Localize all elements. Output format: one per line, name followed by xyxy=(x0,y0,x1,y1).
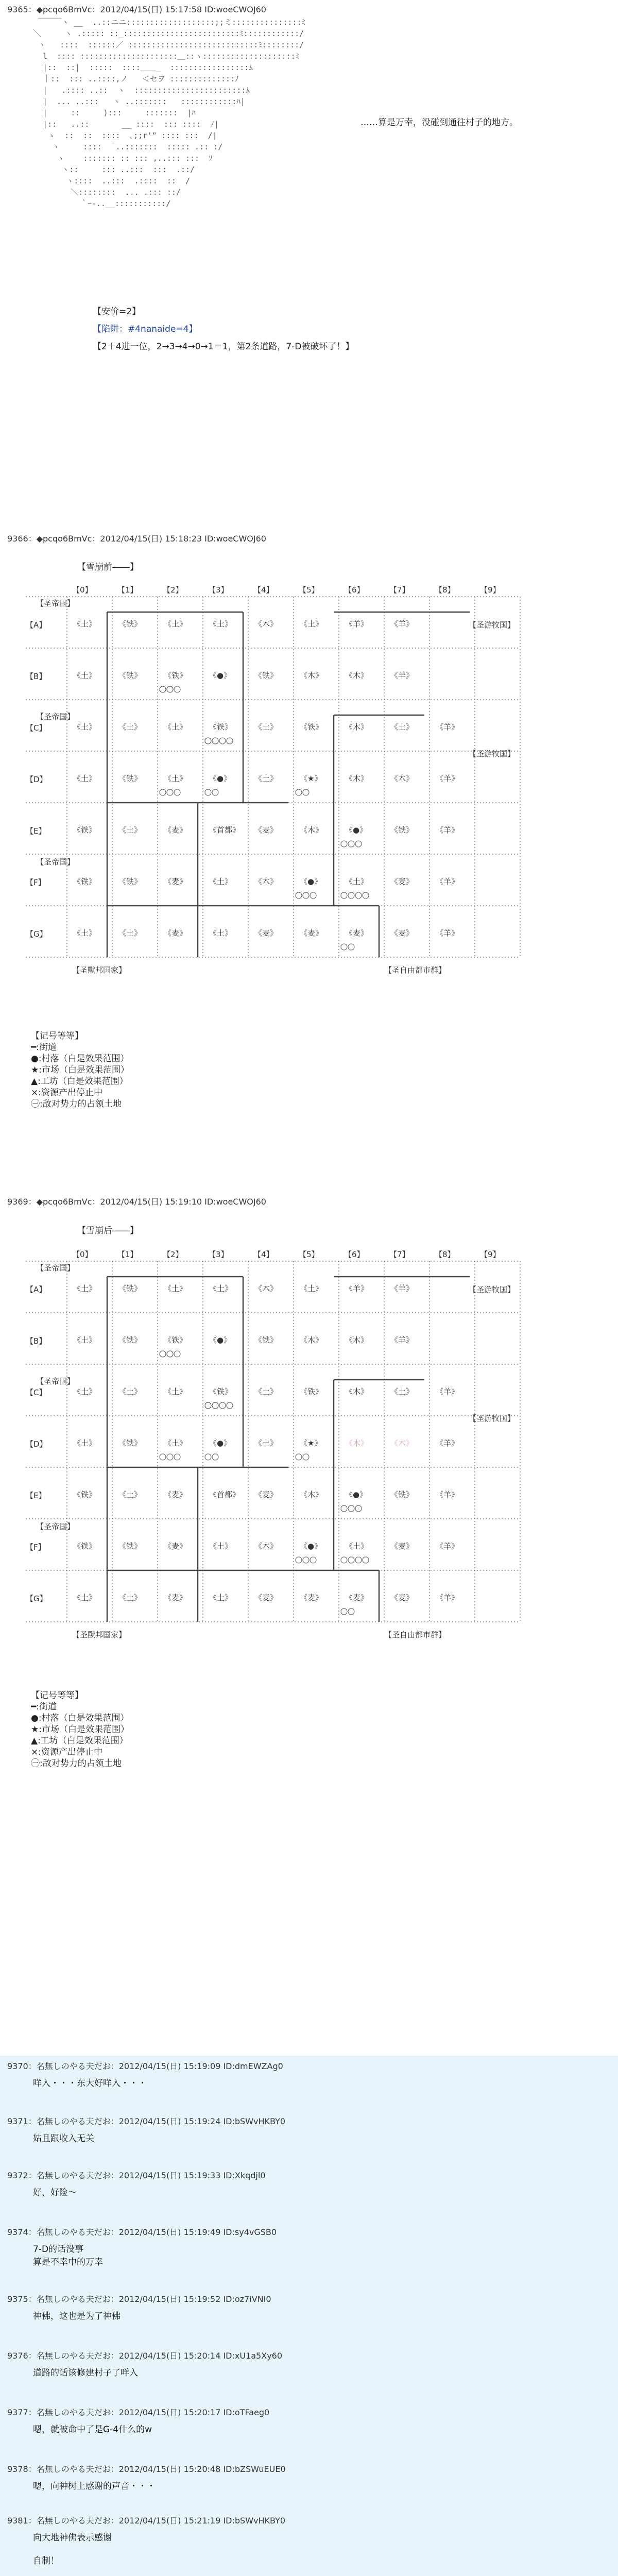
reply-body: 神佛，这也是为了神佛 xyxy=(33,2311,121,2321)
legend-item: ★:市场（白是效果范围） xyxy=(31,1724,129,1735)
row-label: 【F】 xyxy=(26,878,46,887)
map-cell: 《木》 xyxy=(345,671,369,680)
map-cell: 《木》 xyxy=(300,1335,323,1345)
col-label: 【6】 xyxy=(344,1250,365,1259)
map-cell: 《土》 xyxy=(254,774,278,783)
map-cell: 《土》 xyxy=(254,1387,278,1396)
village-range-marker xyxy=(296,892,302,899)
left-country-label: 【圣帝国】 xyxy=(36,1263,75,1273)
map-cell: 《●》 xyxy=(345,825,368,835)
village-range-marker xyxy=(174,1351,180,1357)
village-range-marker xyxy=(341,1557,347,1563)
map-cell: 《铁》 xyxy=(118,619,142,629)
village-range-marker xyxy=(212,1402,218,1409)
map-cell: 《土》 xyxy=(73,1593,97,1602)
map-cell: 《木》 xyxy=(345,722,369,732)
map-cell: 《土》 xyxy=(73,1284,97,1293)
row-label: 【G】 xyxy=(26,929,47,939)
map-cell: 《麦》 xyxy=(164,1593,187,1602)
village-range-marker xyxy=(341,944,347,950)
result-text: 【2＋4进一位，2→3→4→0→1＝1，第2条道路，7-D被破坏了！】 xyxy=(93,342,354,352)
map-cell: 《木》 xyxy=(390,1438,414,1448)
post-header: 9365：◆pcqo6BmVc：2012/04/15(日) 15:17:58 ID:woeCWOJ60 xyxy=(7,5,266,14)
reply-body: 咩入・・・东大好咩入・・・ xyxy=(33,2078,147,2089)
row-label: 【E】 xyxy=(26,1491,46,1500)
right-country-label: 【圣游牧国】 xyxy=(469,1414,516,1423)
map-cell: 《铁》 xyxy=(118,1284,142,1293)
map-cell: 《铁》 xyxy=(164,671,187,680)
map-cell: 《铁》 xyxy=(300,722,323,732)
village-range-marker xyxy=(167,1351,173,1357)
village-range-marker xyxy=(174,789,180,795)
ascii-art-character: ￣￣￣ヽ __ ..::ニニ:::::::::::::::::::;;ミ:::::::::::::::ﾐ ＼ ヽ .::::: ::_:::::::::::::::::::::::::ﾐ::::::::::::/ ヽ :::: ::::::／ ::::::::::::::::::::::::::::ﾐ::::::::/ l :::: :::::::::::::::::::::＿::ヽ::::::::::::::::::::ﾐ |:: ::| ::::: ::::＿＿_ :::::::::::::::::ﾑ ｜:: ::: ..::::,ノ ＜セヲ ::::::::::::::ﾉ | .:::: ..:: ヽ ::::::::::::::::::::::::ﾑ | ... ..::: ヽ ..::::::: ::::::::::::ﾊ| | :: )::: ::::::: |ﾊ |:: ..:: __ :::: ::: :::: ﾉ| ゝ :: :: :::: ､;;r'" :::: ::: /| ヽ :::: ̄ ..::::::: ::::: .:: :/ ヽ ::::::: :: ::: ,..::: ::: ｿ ヽ:: ::: ..::: ::: .::/ ヽ:::: ..::: .:::: :: / ＼:::::::: ... .::: ::/ ｀ｰ-..__:::::::::::/ xyxy=(33,18,305,208)
reply-post xyxy=(7,2060,605,2089)
map-cell: 《木》 xyxy=(254,877,278,886)
map-cell: 《首都》 xyxy=(209,1490,241,1499)
bottom-left-label: 【圣獸邦国家】 xyxy=(72,965,127,975)
map-cell: 《★》 xyxy=(300,774,322,783)
map-cell: 《土》 xyxy=(300,619,323,629)
row-label: 【C】 xyxy=(26,1388,47,1397)
reply-body: 嗯，就被命中了是G-4什么的w xyxy=(33,2425,152,2435)
map-cell: 《土》 xyxy=(390,1387,414,1396)
map-cell: 《土》 xyxy=(209,1284,233,1293)
col-label: 【1】 xyxy=(117,1250,138,1259)
map-cell: 《木》 xyxy=(300,1490,323,1499)
village-range-marker xyxy=(348,1505,354,1512)
legend-item: ×:资源产出停止中 xyxy=(31,1747,102,1757)
village-range-marker xyxy=(341,841,347,847)
village-range-marker xyxy=(355,1557,362,1563)
col-label: 【3】 xyxy=(208,1250,229,1259)
col-label: 【9】 xyxy=(480,1250,501,1259)
map-cell: 《麦》 xyxy=(164,877,187,886)
map-cell: 《铁》 xyxy=(254,1335,278,1345)
map-cell: 《土》 xyxy=(209,928,233,938)
reply-post xyxy=(7,2115,605,2144)
map-cell: 《土》 xyxy=(73,722,97,732)
village-range-marker xyxy=(303,892,309,899)
map-cell: 《●》 xyxy=(300,1541,322,1551)
reply-post xyxy=(7,2349,605,2378)
col-label: 【0】 xyxy=(72,585,93,595)
legend-item: 【记号等等】 xyxy=(31,1031,83,1041)
map-cell: 《麦》 xyxy=(164,928,187,938)
map-cell: 《土》 xyxy=(164,1284,187,1293)
map-cell: 《土》 xyxy=(118,1593,142,1602)
reply-body: 7-D的话没事 算是不幸中的万幸 xyxy=(33,2244,103,2267)
legend-item: ━:街道 xyxy=(31,1042,57,1053)
village-range-marker xyxy=(355,892,362,899)
village-range-marker xyxy=(355,1505,362,1512)
map-cell: 《麦》 xyxy=(254,825,278,835)
map-cell: 《土》 xyxy=(118,722,142,732)
bottom-right-label: 【圣自由都市群】 xyxy=(384,1630,447,1639)
map-cell: 《羊》 xyxy=(436,877,459,886)
village-range-marker xyxy=(341,1505,347,1512)
map-cell: 《土》 xyxy=(118,825,142,835)
reply-post xyxy=(7,2406,605,2435)
map-cell: 《土》 xyxy=(209,1541,233,1551)
map-cell: 《土》 xyxy=(73,619,97,629)
reply-body: 向大地神佛表示感谢 自制！ xyxy=(33,2533,112,2566)
map-cell: 《羊》 xyxy=(345,619,369,629)
map-cell: 《铁》 xyxy=(73,1490,97,1499)
reply-header: 9376：名無しのやる夫だお：2012/04/15(日) 15:20:14 ID:xU1a5Xy60 xyxy=(7,2351,283,2361)
map-cell: 《麦》 xyxy=(390,1541,414,1551)
village-range-marker xyxy=(227,1402,233,1409)
reply-header: 9374：名無しのやる夫だお：2012/04/15(日) 15:19:49 ID:sy4vGSB0 xyxy=(7,2227,277,2237)
map-title: 【雪崩前――】 xyxy=(77,562,139,572)
row-label: 【E】 xyxy=(26,826,46,836)
map-cell: 《●》 xyxy=(209,1438,232,1448)
reply-header: 9375：名無しのやる夫だお：2012/04/15(日) 15:19:52 ID:oz7iVNI0 xyxy=(7,2294,271,2304)
legend-item: ●:村落（白是效果范围） xyxy=(31,1054,129,1064)
reply-post xyxy=(7,2293,605,2321)
legend-item: ★:市场（白是效果范围） xyxy=(31,1065,129,1075)
map-cell: 《羊》 xyxy=(390,671,414,680)
map-cell: 《羊》 xyxy=(436,722,459,732)
map-cell: 《●》 xyxy=(209,671,232,680)
map-cell: 《木》 xyxy=(300,825,323,835)
reply-header: 9378：名無しのやる夫だお：2012/04/15(日) 15:20:48 ID:bZSWuEUE0 xyxy=(7,2464,286,2474)
reply-header: 9372：名無しのやる夫だお：2012/04/15(日) 15:19:33 ID:Xkqdjl0 xyxy=(7,2171,266,2180)
map-cell: 《土》 xyxy=(73,671,97,680)
reply-body: 姑且跟收入无关 xyxy=(33,2133,94,2144)
reply-body: 嗯，向神树上感谢的声音・・・ xyxy=(33,2481,156,2492)
left-country-label: 【圣帝国】 xyxy=(36,857,75,867)
map-cell: 《麦》 xyxy=(164,825,187,835)
map-before xyxy=(26,577,541,999)
village-range-marker xyxy=(296,1454,302,1460)
map-cell: 《铁》 xyxy=(390,1490,414,1499)
map-cell: 《麦》 xyxy=(300,928,323,938)
village-range-marker xyxy=(341,892,347,899)
map-cell: 《麦》 xyxy=(390,1593,414,1602)
narration-text: ……算是万幸，没碰到通往村子的地方。 xyxy=(360,117,518,128)
legend-item: ×:资源产出停止中 xyxy=(31,1088,102,1098)
map-cell: 《羊》 xyxy=(436,1490,459,1499)
reply-header: 9371：名無しのやる夫だお：2012/04/15(日) 15:19:24 ID:bSWvHKBY0 xyxy=(7,2116,286,2126)
map-cell: 《羊》 xyxy=(436,774,459,783)
village-range-marker xyxy=(160,1454,166,1460)
map-cell: 《铁》 xyxy=(118,1541,142,1551)
map-cell: 《土》 xyxy=(209,877,233,886)
col-label: 【4】 xyxy=(253,585,274,595)
result-line xyxy=(93,339,354,352)
map-cell: 《铁》 xyxy=(73,1541,97,1551)
bottom-left-label: 【圣獸邦国家】 xyxy=(72,1630,127,1639)
left-country-label: 【圣帝国】 xyxy=(36,712,75,721)
map-cell: 《铁》 xyxy=(118,1335,142,1345)
village-range-marker xyxy=(167,1454,173,1460)
map-cell: 《土》 xyxy=(73,1335,97,1345)
map-cell: 《土》 xyxy=(73,774,97,783)
village-range-marker xyxy=(363,1557,369,1563)
map-cell: 《土》 xyxy=(254,1438,278,1448)
village-range-marker xyxy=(227,738,233,744)
map-cell: 《土》 xyxy=(209,619,233,629)
left-country-label: 【圣帝国】 xyxy=(36,1377,75,1386)
map-grid xyxy=(26,577,541,999)
map-cell: 《麦》 xyxy=(254,1593,278,1602)
map-cell: 《铁》 xyxy=(254,671,278,680)
dice-line: 【安价=2】 xyxy=(93,307,141,317)
village-range-marker xyxy=(303,789,309,795)
map-cell: 《土》 xyxy=(73,1438,97,1448)
village-range-marker xyxy=(219,738,226,744)
map-cell: 《土》 xyxy=(164,619,187,629)
map-cell: 《铁》 xyxy=(118,671,142,680)
map-cell: 《木》 xyxy=(254,1284,278,1293)
map-cell: 《羊》 xyxy=(436,1438,459,1448)
village-range-marker xyxy=(348,1557,354,1563)
map-cell: 《羊》 xyxy=(345,1284,369,1293)
map-cell: 《土》 xyxy=(345,1541,369,1551)
village-range-marker xyxy=(205,789,211,795)
map-cell: 《土》 xyxy=(164,774,187,783)
map-cell: 《铁》 xyxy=(118,774,142,783)
bottom-right-label: 【圣自由都市群】 xyxy=(384,965,447,975)
map-cell: 《木》 xyxy=(345,1387,369,1396)
map-cell: 《土》 xyxy=(73,928,97,938)
village-range-marker xyxy=(167,686,173,692)
village-range-marker xyxy=(205,738,211,744)
row-label: 【C】 xyxy=(26,723,47,733)
col-label: 【4】 xyxy=(253,1250,274,1259)
row-label: 【D】 xyxy=(26,775,47,784)
map-cell: 《土》 xyxy=(345,877,369,886)
reply-post xyxy=(7,2463,605,2492)
map-title: 【雪崩后――】 xyxy=(77,1226,139,1236)
map-cell: 《木》 xyxy=(345,774,369,783)
map-cell: 《铁》 xyxy=(164,1335,187,1345)
map-cell: 《羊》 xyxy=(390,619,414,629)
map-cell: 《铁》 xyxy=(209,722,233,732)
map-cell: 《麦》 xyxy=(345,928,369,938)
map-cell: 《土》 xyxy=(164,1438,187,1448)
reply-post xyxy=(7,2514,605,2566)
reply-post xyxy=(7,2169,605,2198)
row-label: 【A】 xyxy=(26,620,47,630)
map-cell: 《羊》 xyxy=(390,1335,414,1345)
row-label: 【F】 xyxy=(26,1543,46,1552)
map-cell: 《麦》 xyxy=(345,1593,369,1602)
row-label: 【D】 xyxy=(26,1439,47,1449)
village-range-marker xyxy=(341,1608,347,1615)
map-cell: 《铁》 xyxy=(118,877,142,886)
post-header: 9369：◆pcqo6BmVc：2012/04/15(日) 15:19:10 ID:woeCWOJ60 xyxy=(7,1197,266,1207)
map-grid xyxy=(26,1242,541,1664)
row-label: 【G】 xyxy=(26,1594,47,1603)
col-label: 【5】 xyxy=(299,1250,319,1259)
map-cell: 《羊》 xyxy=(436,825,459,835)
map-cell: 《羊》 xyxy=(390,1284,414,1293)
village-range-marker xyxy=(303,1557,309,1563)
map-cell: 《●》 xyxy=(300,877,322,886)
map-cell: 《木》 xyxy=(254,1541,278,1551)
village-range-marker xyxy=(160,686,166,692)
row-label: 【A】 xyxy=(26,1285,47,1294)
legend xyxy=(31,1030,129,1110)
village-range-marker xyxy=(205,1454,211,1460)
map-cell: 《★》 xyxy=(300,1438,322,1448)
village-range-marker xyxy=(219,1402,226,1409)
village-range-marker xyxy=(296,789,302,795)
row-label: 【B】 xyxy=(26,672,47,681)
map-cell: 《木》 xyxy=(345,1335,369,1345)
map-cell: 《首都》 xyxy=(209,825,241,835)
village-range-marker xyxy=(348,841,354,847)
col-label: 【8】 xyxy=(435,1250,455,1259)
row-label: 【B】 xyxy=(26,1336,47,1346)
reply-section xyxy=(0,2056,618,2576)
map-cell: 《木》 xyxy=(390,774,414,783)
col-label: 【5】 xyxy=(299,585,319,595)
village-range-marker xyxy=(355,841,362,847)
map-cell: 《●》 xyxy=(209,1335,232,1345)
col-label: 【7】 xyxy=(389,1250,410,1259)
village-range-marker xyxy=(174,1454,180,1460)
legend-item: ●:村落（白是效果范围） xyxy=(31,1713,129,1723)
map-cell: 《麦》 xyxy=(164,1541,187,1551)
village-range-marker xyxy=(363,892,369,899)
map-cell: 《土》 xyxy=(300,1284,323,1293)
legend-item: ㊀:敌对势力的占领土地 xyxy=(31,1099,122,1109)
map-cell: 《麦》 xyxy=(390,877,414,886)
trap-line: 【陷阱：#4nanaide=4】 xyxy=(93,324,198,334)
map-cell: 《土》 xyxy=(164,722,187,732)
reply-body: 道路的话该修建村子了咩入 xyxy=(33,2368,138,2378)
map-after xyxy=(26,1242,541,1664)
map-cell: 《土》 xyxy=(73,1387,97,1396)
map-cell: 《麦》 xyxy=(300,1593,323,1602)
map-cell: 《铁》 xyxy=(209,1387,233,1396)
map-cell: 《羊》 xyxy=(436,928,459,938)
map-cell: 《羊》 xyxy=(436,1541,459,1551)
map-cell: 《铁》 xyxy=(73,877,97,886)
legend-item: ▲:工坊（白是效果范围） xyxy=(31,1736,128,1746)
left-country-label: 【圣帝国】 xyxy=(36,1522,75,1531)
village-range-marker xyxy=(310,892,316,899)
map-cell: 《麦》 xyxy=(254,928,278,938)
col-label: 【7】 xyxy=(389,585,410,595)
map-cell: 《土》 xyxy=(164,1387,187,1396)
map-cell: 《土》 xyxy=(390,722,414,732)
village-range-marker xyxy=(348,1608,354,1615)
legend-item: ▲:工坊（白是效果范围） xyxy=(31,1076,128,1087)
village-range-marker xyxy=(212,1454,218,1460)
map-cell: 《羊》 xyxy=(436,1593,459,1602)
map-cell: 《土》 xyxy=(118,1490,142,1499)
map-cell: 《羊》 xyxy=(436,1387,459,1396)
village-range-marker xyxy=(310,1557,316,1563)
village-range-marker xyxy=(303,1454,309,1460)
map-cell: 《土》 xyxy=(209,1593,233,1602)
left-country-label: 【圣帝国】 xyxy=(36,599,75,608)
col-label: 【8】 xyxy=(435,585,455,595)
col-label: 【3】 xyxy=(208,585,229,595)
map-cell: 《木》 xyxy=(254,619,278,629)
legend-item: ━:街道 xyxy=(31,1702,57,1712)
right-country-label: 【圣游牧国】 xyxy=(469,749,516,758)
village-range-marker xyxy=(348,892,354,899)
post-header: 9366：◆pcqo6BmVc：2012/04/15(日) 15:18:23 ID:woeCWOJ60 xyxy=(7,534,266,544)
map-cell: 《木》 xyxy=(345,1438,369,1448)
map-cell: 《木》 xyxy=(300,671,323,680)
col-label: 【2】 xyxy=(163,1250,183,1259)
col-label: 【0】 xyxy=(72,1250,93,1259)
map-cell: 《土》 xyxy=(118,1387,142,1396)
legend-item: 【记号等等】 xyxy=(31,1690,83,1701)
village-range-marker xyxy=(160,789,166,795)
col-label: 【1】 xyxy=(117,585,138,595)
reply-header: 9370：名無しのやる夫だお：2012/04/15(日) 15:19:09 ID:dmEWZAg0 xyxy=(7,2061,283,2071)
map-cell: 《铁》 xyxy=(300,1387,323,1396)
map-cell: 《●》 xyxy=(209,774,232,783)
map-cell: 《●》 xyxy=(345,1490,368,1499)
village-range-marker xyxy=(160,1351,166,1357)
map-cell: 《麦》 xyxy=(390,928,414,938)
map-cell: 《麦》 xyxy=(254,1490,278,1499)
map-cell: 《铁》 xyxy=(390,825,414,835)
map-cell: 《土》 xyxy=(118,928,142,938)
reply-post xyxy=(7,2226,605,2267)
col-label: 【9】 xyxy=(480,585,501,595)
right-country-label: 【圣游牧国】 xyxy=(469,1285,516,1294)
village-range-marker xyxy=(205,1402,211,1409)
reply-header: 9381：名無しのやる夫だお：2012/04/15(日) 15:21:19 ID:bSWvHKBY0 xyxy=(7,2516,286,2526)
reply-header: 9377：名無しのやる夫だお：2012/04/15(日) 15:20:17 ID:oTFaeg0 xyxy=(7,2408,270,2417)
col-label: 【6】 xyxy=(344,585,365,595)
legend xyxy=(31,1690,129,1769)
map-cell: 《麦》 xyxy=(164,1490,187,1499)
reply-body: 好，好险～ xyxy=(33,2188,77,2198)
village-range-marker xyxy=(296,1557,302,1563)
legend-item: ㊀:敌对势力的占领土地 xyxy=(31,1758,122,1769)
village-range-marker xyxy=(212,738,218,744)
map-cell: 《铁》 xyxy=(73,825,97,835)
village-range-marker xyxy=(212,789,218,795)
col-label: 【2】 xyxy=(163,585,183,595)
map-cell: 《铁》 xyxy=(118,1438,142,1448)
village-range-marker xyxy=(348,944,354,950)
map-cell: 《土》 xyxy=(254,722,278,732)
village-range-marker xyxy=(167,789,173,795)
village-range-marker xyxy=(174,686,180,692)
right-country-label: 【圣游牧国】 xyxy=(469,620,516,630)
